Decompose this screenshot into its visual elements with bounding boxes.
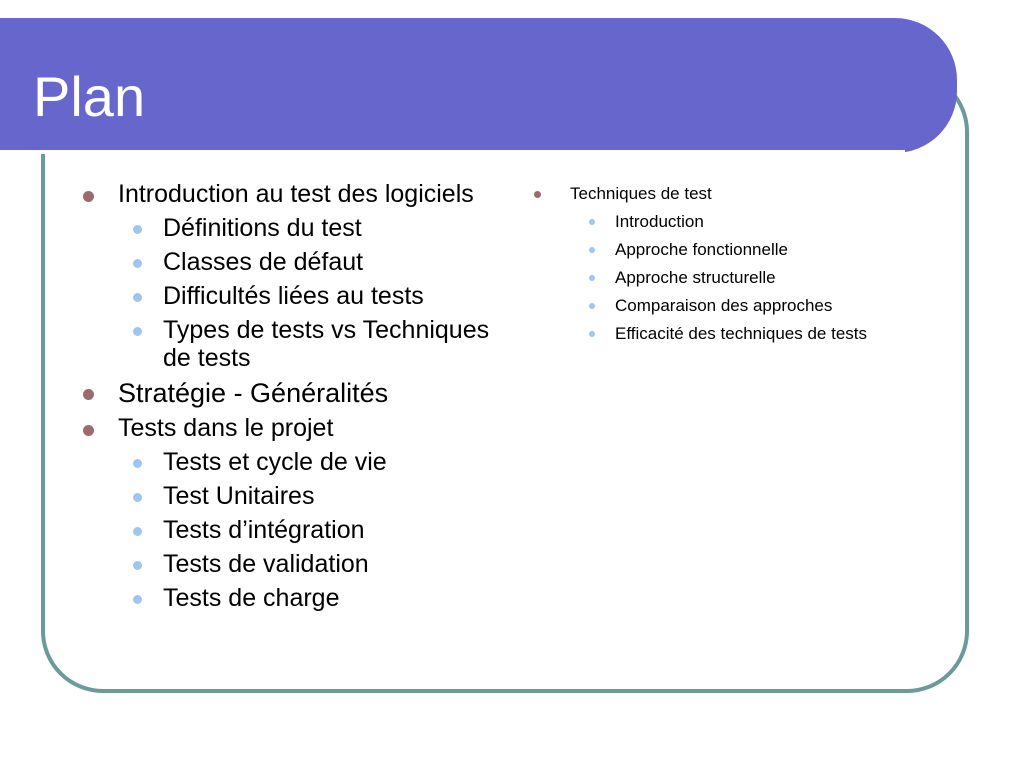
outline-item [532, 184, 972, 344]
sub-item [532, 324, 972, 344]
sub-item-label: Difficultés liées au tests [163, 282, 424, 310]
sub-bullet-dot-icon [589, 303, 595, 309]
sub-item [532, 240, 972, 260]
bullet-dot-icon [534, 191, 541, 198]
sub-outline [80, 448, 490, 612]
sub-item [80, 214, 490, 242]
bullet-dot-icon [83, 191, 94, 202]
sub-bullet-dot-icon [589, 331, 595, 337]
sub-item [532, 268, 972, 288]
sub-bullet-dot-icon [589, 247, 595, 253]
sub-item-label: Efficacité des techniques de tests [615, 324, 868, 343]
outline-item-label: Techniques de test [570, 184, 712, 203]
sub-bullet-dot-icon [133, 561, 142, 570]
outline-item [80, 180, 490, 372]
sub-item-label: Tests et cycle de vie [163, 448, 387, 476]
sub-item-label: Définitions du test [163, 214, 362, 242]
sub-item [80, 448, 490, 476]
sub-item-label: Classes de défaut [163, 248, 364, 276]
sub-bullet-dot-icon [133, 327, 142, 336]
sub-item [532, 212, 972, 232]
bullet-dot-icon [83, 425, 94, 436]
sub-item-label: Test Unitaires [163, 482, 315, 510]
outline-item-label: Stratégie - Généralités [118, 378, 389, 408]
sub-item-label: Approche fonctionnelle [615, 240, 788, 259]
sub-item [80, 482, 490, 510]
sub-item-label: Types de tests vs Techniques de tests [163, 316, 490, 372]
sub-outline [80, 214, 490, 372]
bullet-dot-icon [83, 389, 94, 400]
outline-item [80, 414, 490, 612]
sub-item [80, 248, 490, 276]
sub-bullet-dot-icon [589, 219, 595, 225]
sub-bullet-dot-icon [589, 275, 595, 281]
outline-item-label: Introduction au test des logiciels [118, 180, 474, 208]
right-outline [532, 184, 972, 352]
sub-bullet-dot-icon [133, 225, 142, 234]
sub-item-label: Approche structurelle [615, 268, 776, 287]
sub-bullet-dot-icon [133, 293, 142, 302]
title-bar [0, 18, 957, 153]
sub-bullet-dot-icon [133, 595, 142, 604]
sub-bullet-dot-icon [133, 259, 142, 268]
sub-item [80, 550, 490, 578]
sub-outline [532, 212, 972, 344]
sub-item-label: Introduction [615, 212, 704, 231]
sub-item [80, 316, 490, 372]
sub-item [532, 296, 972, 316]
left-outline [80, 180, 490, 618]
sub-item-label: Tests de validation [163, 550, 369, 578]
title-underline [0, 150, 905, 154]
sub-item-label: Comparaison des approches [615, 296, 833, 315]
sub-bullet-dot-icon [133, 527, 142, 536]
sub-bullet-dot-icon [133, 493, 142, 502]
outline-item [80, 378, 490, 408]
outline-item-label: Tests dans le projet [118, 414, 334, 442]
sub-item-label: Tests de charge [163, 584, 340, 612]
slide-title: Plan [33, 65, 146, 128]
sub-item [80, 516, 490, 544]
sub-item [80, 282, 490, 310]
sub-item-label: Tests d’intégration [163, 516, 365, 544]
sub-bullet-dot-icon [133, 459, 142, 468]
sub-item [80, 584, 490, 612]
